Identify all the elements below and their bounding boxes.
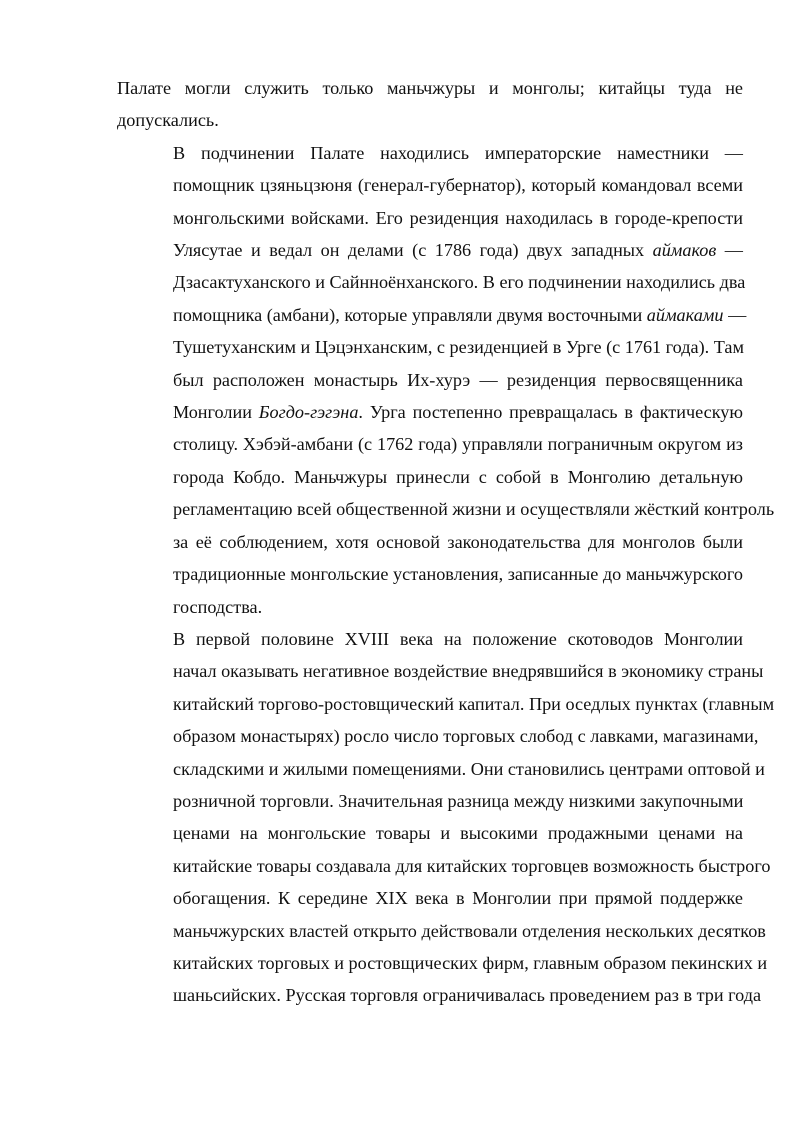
paragraph [117, 137, 775, 623]
text-line: традиционные монгольские установления, записанные до маньчжурского [173, 564, 743, 585]
text-line: Улясутае и ведал он делами (с 1786 года) двух западных аймаков — [173, 240, 743, 261]
text-line: за её соблюдением, хотя основой законодательства для монголов были [173, 531, 743, 552]
text-line: Тушетуханским и Цэцэнханским, с резиденцией в Урге (с 1761 года). Там [173, 337, 744, 358]
text-line: монгольскими войсками. Его резиденция находилась в городе-крепости [173, 207, 743, 228]
text-line: маньчжурских властей открыто действовали отделения нескольких десятков [173, 920, 766, 941]
text-line: шаньсийских. Русская торговля ограничивалась проведением раз в три года [173, 985, 762, 1006]
text-line: обогащения. К середине XIX века в Монголии при прямой поддержке [173, 888, 743, 909]
text-line: образом монастырях) росло число торговых слобод с лавками, магазинами, [173, 726, 759, 747]
text-line: китайский торгово-ростовщический капитал. При оседлых пунктах (главным [173, 693, 775, 714]
text-line: розничной торговли. Значительная разница между низкими закупочными [173, 790, 744, 811]
italic-term: аймаками [646, 304, 724, 325]
text-line: Монголии Богдо-гэгэна. Урга постепенно превращалась в фактическую [173, 402, 743, 423]
paragraph [117, 623, 775, 1012]
text-line: китайских торговых и ростовщических фирм, главным образом пекинских и [173, 952, 768, 973]
text-line: В первой половине XVIII века на положение скотоводов Монголии [173, 628, 743, 649]
text-line: ценами на монгольские товары и высокими продажными ценами на [173, 823, 743, 844]
italic-term: аймаков [652, 240, 717, 261]
text-line: складскими и жилыми помещениями. Они становились центрами оптовой и [173, 758, 765, 779]
text-line: допускались. [117, 110, 219, 131]
text-line: китайские товары создавала для китайских торговцев возможность быстрого [173, 855, 771, 876]
text-line: господства. [173, 596, 263, 617]
italic-term: Богдо-гэгэна [258, 402, 359, 423]
text-line: помощника (амбани), которые управляли двумя восточными аймаками — [173, 304, 747, 325]
text-line: был расположен монастырь Их-хурэ — резиденция первосвященника [173, 369, 743, 390]
document-page [117, 72, 775, 1012]
text-line: Дзасактуханского и Сайнноёнханского. В его подчинении находились два [173, 272, 746, 293]
text-line: города Кобдо. Маньчжуры принесли с собой в Монголию детальную [173, 466, 743, 487]
text-line: столицу. Хэбэй-амбани (с 1762 года) управляли пограничным округом из [173, 434, 743, 455]
text-line: помощник цзяньцзюня (генерал-губернатор), который командовал всеми [173, 175, 743, 196]
text-line: Палате могли служить только маньчжуры и монголы; китайцы туда не [117, 78, 743, 98]
text-line: регламентацию всей общественной жизни и осуществляли жёсткий контроль [173, 499, 775, 520]
text-line: начал оказывать негативное воздействие внедрявшийся в экономику страны [173, 661, 764, 682]
paragraph [117, 72, 743, 137]
text-line: В подчинении Палате находились императорские наместники — [173, 142, 743, 163]
